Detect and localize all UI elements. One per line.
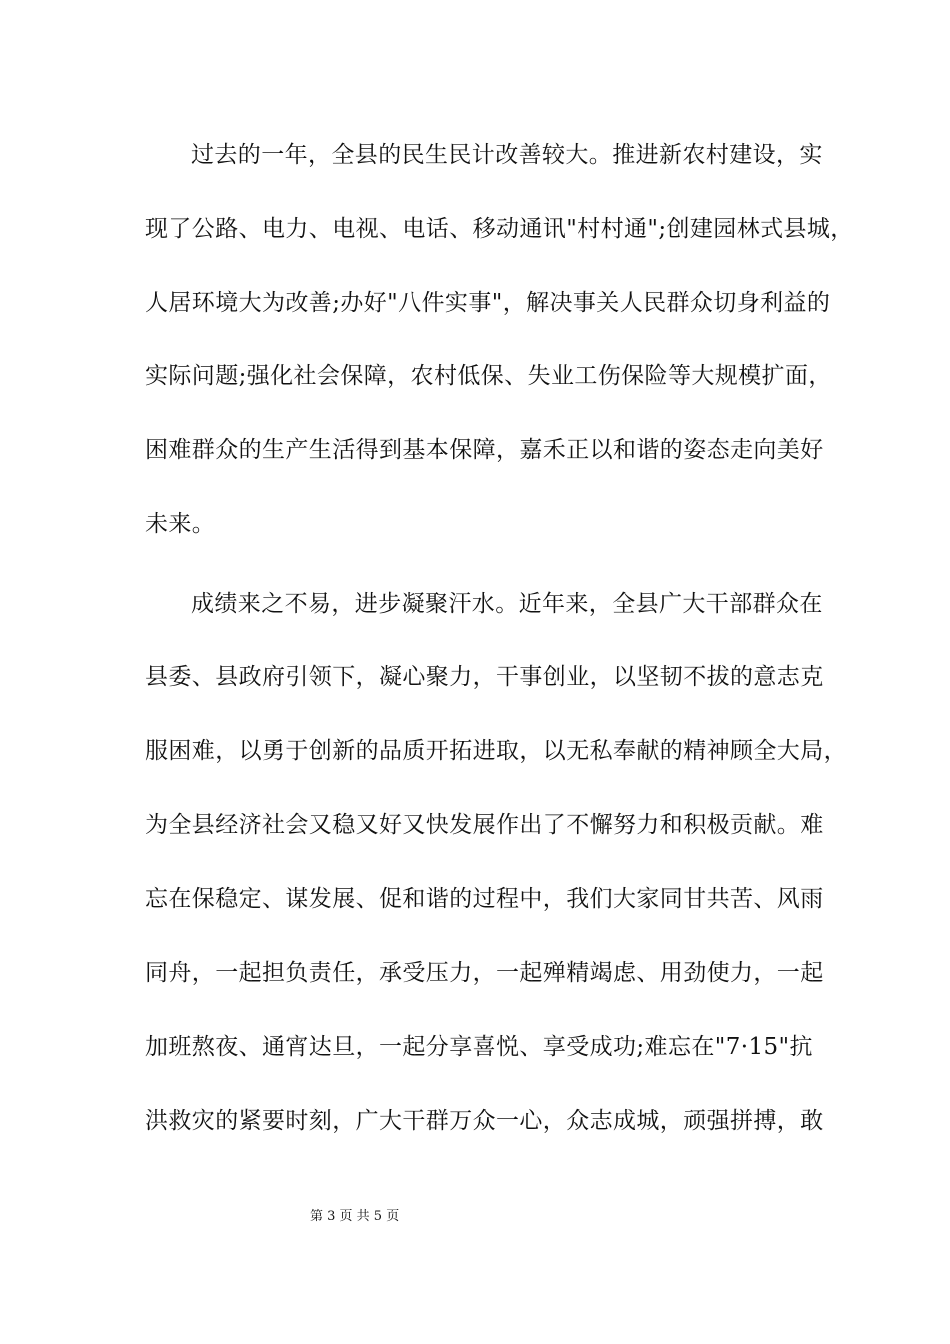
- paragraph-1-line-4: 实际问题;强化社会保障，农村低保、失业工伤保险等大规模扩面，: [145, 363, 832, 389]
- paragraph-2-line-5: 忘在保稳定、谋发展、促和谐的过程中，我们大家同甘共苦、风雨: [145, 886, 824, 912]
- paragraph-1-line-1: 过去的一年，全县的民生民计改善较大。推进新农村建设，实: [191, 142, 823, 168]
- paragraph-2-line-2: 县委、县政府引领下，凝心聚力，干事创业，以坚韧不拔的意志克: [145, 664, 824, 690]
- paragraph-2-line-3: 服困难，以勇于创新的品质开拓进取，以无私奉献的精神顾全大局，: [145, 738, 847, 764]
- paragraph-2-line-7: 加班熬夜、通宵达旦，一起分享喜悦、享受成功;难忘在"7·15"抗: [145, 1034, 813, 1060]
- paragraph-2-line-8: 洪救灾的紧要时刻，广大干群万众一心，众志成城，顽强拼搏，敢: [145, 1108, 824, 1134]
- paragraph-1-line-5: 困难群众的生产生活得到基本保障，嘉禾正以和谐的姿态走向美好: [145, 437, 824, 463]
- paragraph-1-line-6: 未来。: [145, 511, 216, 537]
- page-number-label: 第 3 页 共 5 页: [310, 1209, 400, 1224]
- paragraph-1-line-3: 人居环境大为改善;办好"八件实事"，解决事关人民群众切身利益的: [145, 290, 831, 316]
- paragraph-2-line-4: 为全县经济社会又稳又好又快发展作出了不懈努力和积极贡献。难: [145, 812, 824, 838]
- paragraph-2-line-6: 同舟，一起担负责任，承受压力，一起殚精竭虑、用劲使力，一起: [145, 960, 824, 986]
- page-number-footer: [0, 1208, 950, 1226]
- paragraph-2-line-1: 成绩来之不易，进步凝聚汗水。近年来，全县广大干部群众在: [191, 591, 823, 617]
- paragraph-1-line-2: 现了公路、电力、电视、电话、移动通讯"村村通";创建园林式县城，: [145, 216, 854, 242]
